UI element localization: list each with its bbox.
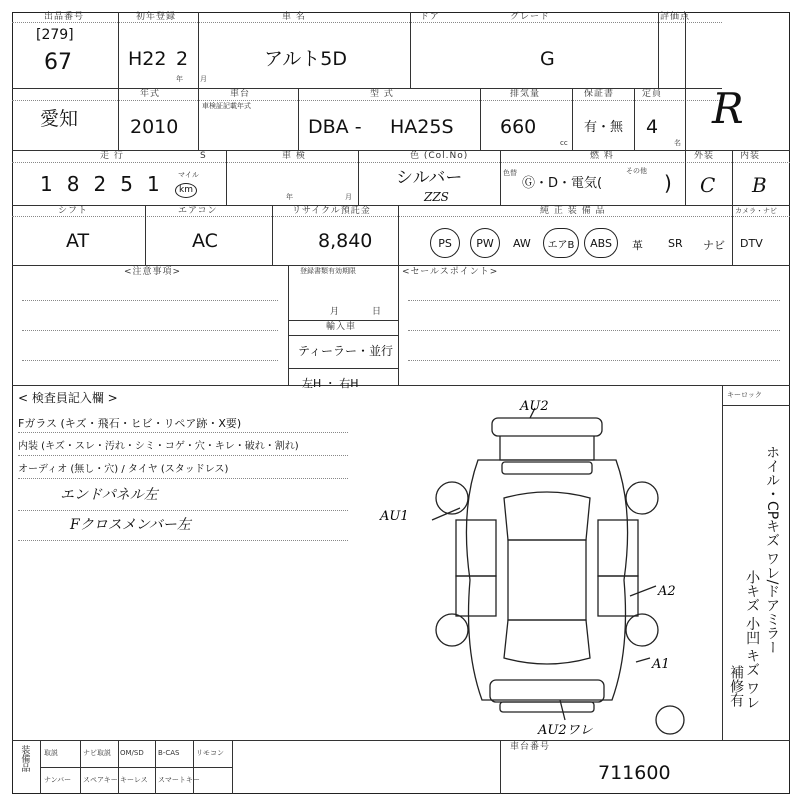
footer-item: 取説 — [44, 749, 58, 757]
model-year: 2010 — [130, 116, 179, 138]
rule — [22, 330, 278, 331]
rule — [288, 335, 398, 336]
rule — [226, 150, 227, 205]
reg-year: H22 — [128, 48, 167, 70]
rule — [18, 510, 348, 511]
car-damage-diagram — [380, 390, 720, 740]
footer-item: スマートキー — [158, 776, 200, 784]
mileage-header: 走 行 — [100, 151, 124, 161]
car-name-header: 車 名 — [282, 12, 306, 22]
recycle-header: リサイクル預託金 — [292, 206, 371, 216]
capacity: 4 — [646, 116, 659, 138]
rule — [480, 88, 481, 150]
month-unit-2: 月 — [345, 193, 352, 201]
damage-mark: A2 — [658, 584, 676, 599]
rule — [12, 385, 790, 386]
equip-pw: PW — [470, 228, 500, 258]
handwritten-note: Fクロスメンバー左 — [70, 517, 191, 533]
rule — [198, 12, 199, 88]
cc-unit: cc — [560, 139, 568, 147]
footer-item: B-CAS — [158, 749, 180, 757]
km-unit: km — [175, 183, 197, 198]
car-name: アルト5D — [264, 48, 347, 70]
rule — [12, 265, 790, 266]
rule — [685, 12, 686, 150]
equip-navi: ナビ — [703, 239, 725, 252]
rule — [500, 740, 501, 794]
rule — [398, 265, 399, 385]
displacement-header: 排気量 — [510, 89, 541, 99]
fuel-value: Ⓖ・D・電気( — [522, 176, 603, 191]
first-reg-header: 初年登録 — [136, 12, 177, 22]
model-header: 型 式 — [370, 89, 394, 99]
shift-value: AT — [66, 230, 90, 252]
inspector-line-glass: Fガラス (キズ・飛石・ヒビ・リペア跡・X要) — [18, 417, 242, 430]
mileage-digit: 8 — [66, 172, 80, 196]
color-change-label: 色替 — [503, 169, 517, 177]
equip-aw: AW — [513, 237, 531, 250]
rule — [358, 150, 359, 205]
equip-dtv: DTV — [740, 237, 763, 250]
rule — [288, 320, 398, 321]
model-prefix: DBA - — [308, 116, 362, 138]
lot-number: [279] — [36, 27, 74, 43]
rule — [408, 330, 780, 331]
accessories-header: 装備品 — [19, 745, 30, 772]
interior-header: 内装 — [740, 151, 761, 161]
mileage-digit: 1 — [146, 172, 160, 196]
region: 愛知 — [40, 108, 79, 130]
fuel-header: 燃 料 — [590, 151, 614, 161]
shift-header: シフト — [58, 206, 89, 216]
vin-value: 711600 — [598, 762, 671, 784]
rule — [118, 88, 119, 150]
rule — [408, 300, 780, 301]
rule — [18, 432, 348, 433]
recycle-value: 8,840 — [318, 230, 373, 252]
rule — [12, 740, 790, 741]
inspector-line-interior: 内装 (キズ・スレ・汚れ・シミ・コゲ・穴・キレ・破れ・割れ) — [18, 441, 299, 452]
month-unit: 月 — [200, 75, 207, 83]
model-code: HA25S — [390, 116, 454, 138]
mile-unit: マイル — [178, 171, 199, 179]
vin-header: 車台番号 — [510, 742, 551, 752]
reg-doc-header: 登録書類有効期限 — [300, 267, 356, 275]
rule — [198, 88, 199, 150]
lot-no-header: 出品番号 — [44, 12, 85, 22]
rule — [685, 150, 686, 205]
rule — [118, 740, 119, 794]
rule — [722, 405, 790, 406]
color-header: 色 (Col.No) — [410, 151, 469, 161]
damage-mark: A1 — [652, 657, 670, 672]
rule — [145, 205, 146, 265]
footer-item: ナビ取説 — [83, 749, 111, 757]
equipment-header: 純 正 装 備 品 — [540, 206, 606, 216]
rule — [22, 360, 278, 361]
rule — [193, 740, 194, 794]
rule — [12, 150, 790, 151]
fuel-other-label: その他 — [626, 167, 647, 175]
rule — [732, 205, 733, 265]
rule — [80, 740, 81, 794]
aircon-value: AC — [192, 230, 218, 252]
reg-month: 2 — [176, 48, 189, 70]
mileage-digit: 1 — [40, 172, 53, 196]
fuel-close: ) — [664, 171, 672, 195]
rule — [500, 150, 501, 205]
year-unit-2: 年 — [286, 193, 293, 201]
capacity-header: 定員 — [642, 89, 663, 99]
handwritten-note: エンドパネル左 — [60, 487, 158, 503]
warranty-header: 保証書 — [584, 89, 615, 99]
displacement: 660 — [500, 116, 537, 138]
rule — [288, 368, 398, 369]
warranty: 有・無 — [584, 120, 624, 135]
inspection-header: 車 検 — [282, 151, 306, 161]
rule — [398, 205, 399, 265]
import-type: ティーラー・並行 — [298, 344, 394, 358]
legend-line: 補修有 — [728, 665, 745, 707]
model-year-header: 年式 — [140, 89, 161, 99]
grade-header: グレード — [510, 12, 551, 22]
rule — [12, 205, 790, 206]
rule — [408, 360, 780, 361]
keylock-header: キーロック — [727, 391, 762, 399]
door-header: ドア — [420, 12, 440, 22]
damage-mark: AU2 — [520, 399, 549, 414]
lot-number-2: 67 — [44, 50, 72, 75]
rule — [232, 740, 233, 794]
equip-leather: 革 — [632, 239, 643, 252]
equip-airbag: エアB — [543, 228, 579, 258]
reg-doc-month: 月 — [330, 307, 341, 317]
footer-item: キーレス — [120, 776, 148, 784]
rule — [572, 88, 573, 150]
sales-points-header: <セールスポイント> — [402, 267, 499, 277]
chassis-note: 車検証記載年式 — [202, 102, 251, 110]
grade: G — [540, 48, 555, 70]
reg-doc-day: 日 — [372, 307, 383, 317]
footer-item: OM/SD — [120, 749, 144, 757]
rule — [732, 150, 733, 205]
rule — [40, 767, 232, 768]
mileage-digit: 2 — [93, 172, 107, 196]
notes-header: <注意事項> — [124, 267, 182, 277]
rule — [18, 540, 348, 541]
inspector-line-audio: オーディオ (無し・穴) / タイヤ (スタッドレス) — [18, 464, 229, 475]
rule — [272, 205, 273, 265]
rule — [288, 265, 289, 385]
rule — [12, 162, 790, 163]
rule — [22, 300, 278, 301]
legend-line: 小キズ 小凹 キズ ワレ — [744, 570, 761, 710]
rule — [410, 12, 411, 88]
color-value: シルバー — [396, 168, 463, 188]
evaluation-header: 評価点 — [660, 12, 691, 22]
legend-line: ホイル・CPキズ ワレ/ドアミラー — [764, 445, 781, 655]
rule — [18, 478, 348, 479]
exterior-grade: C — [700, 173, 716, 197]
import-type-header: 輸入車 — [326, 322, 357, 332]
footer-item: ナンバー — [44, 776, 72, 784]
damage-mark: AU2ワレ — [538, 723, 593, 738]
evaluation-score: R — [712, 84, 744, 133]
damage-mark: AU1 — [380, 509, 409, 524]
rule — [722, 385, 723, 740]
s-unit: S — [200, 151, 207, 161]
steering: 左H ・ 右H — [302, 377, 359, 390]
camera-header: カメラ・ナビ — [735, 207, 777, 215]
rule — [118, 12, 119, 88]
mileage-digit: 5 — [120, 172, 133, 196]
equip-ps: PS — [430, 228, 460, 258]
rule — [658, 12, 659, 88]
equip-sunroof: SR — [668, 237, 683, 250]
interior-grade: B — [752, 173, 767, 197]
aircon-header: エアコン — [178, 206, 218, 216]
mileage-digits — [40, 172, 160, 196]
rule — [12, 216, 790, 217]
person-unit: 名 — [674, 139, 681, 147]
inspector-header: < 検査員記入欄 > — [18, 391, 118, 405]
exterior-header: 外装 — [694, 151, 715, 161]
year-unit: 年 — [176, 75, 183, 83]
rule — [634, 88, 635, 150]
equip-abs: ABS — [584, 228, 618, 258]
footer-item: リモコン — [196, 749, 224, 757]
color-code: ZZS — [424, 190, 449, 204]
chassis-header: 車台 — [230, 89, 251, 99]
rule — [298, 88, 299, 150]
footer-item: スペアキー — [83, 776, 118, 784]
rule — [18, 455, 348, 456]
rule — [155, 740, 156, 794]
